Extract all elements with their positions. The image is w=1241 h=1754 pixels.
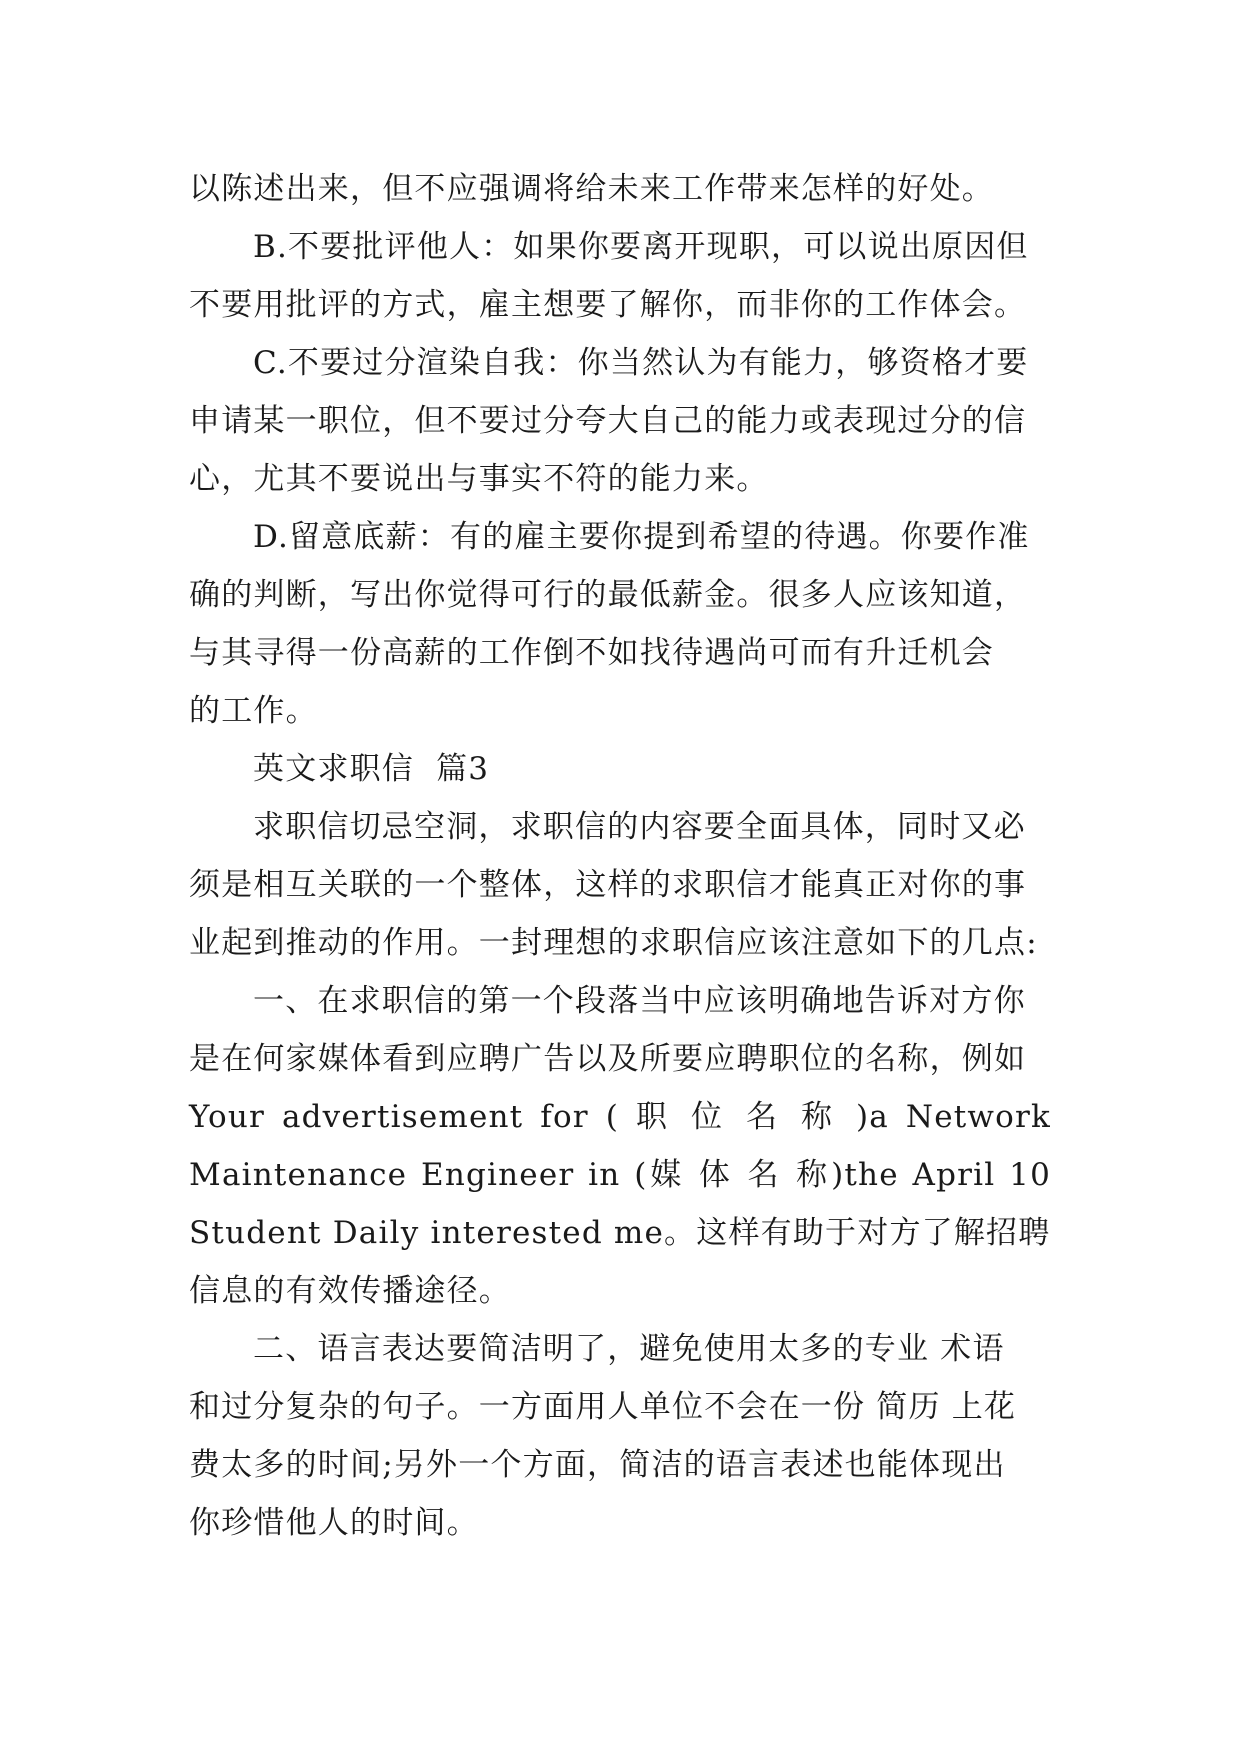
text-line: 须是相互关联的一个整体，这样的求职信才能真正对你的事	[189, 867, 1027, 903]
text-line: 不要用批评的方式，雇主想要了解你，而非你的工作体会。	[189, 287, 1027, 323]
section-heading: 英文求职信 篇3	[253, 751, 490, 787]
text-line: 你珍惜他人的时间。	[189, 1505, 479, 1541]
text-line: 求职信切忌空洞，求职信的内容要全面具体，同时又必	[253, 809, 1026, 845]
text-line: 信息的有效传播途径。	[189, 1273, 511, 1309]
text-line: Your advertisement for ( 职 位 名 称 )a Network	[189, 1099, 1051, 1135]
text-line: 一、在求职信的第一个段落当中应该明确地告诉对方你	[253, 983, 1026, 1019]
text-line: 费太多的时间;另外一个方面，简洁的语言表述也能体现出	[189, 1447, 1006, 1483]
text-line: 二、语言表达要简洁明了，避免使用太多的专业 术语	[253, 1331, 1005, 1367]
text-line: D.留意底薪：有的雇主要你提到希望的待遇。你要作准	[253, 519, 1030, 555]
text-line: 与其寻得一份高薪的工作倒不如找待遇尚可而有升迁机会	[189, 635, 994, 671]
text-line: Maintenance Engineer in (媒 体 名 称)the April 10	[189, 1157, 1051, 1193]
text-line: 是在何家媒体看到应聘广告以及所要应聘职位的名称，例如	[189, 1041, 1027, 1077]
text-line: 确的判断，写出你觉得可行的最低薪金。很多人应该知道，	[189, 577, 1027, 613]
text-line: 以陈述出来，但不应强调将给未来工作带来怎样的好处。	[189, 171, 994, 207]
text-line: B.不要批评他人：如果你要离开现职，可以说出原因但	[253, 229, 1029, 265]
text-line: Student Daily interested me。这样有助于对方了解招聘	[189, 1215, 1051, 1251]
text-line: 心，尤其不要说出与事实不符的能力来。	[189, 461, 769, 497]
text-line: 的工作。	[189, 693, 318, 729]
text-line: C.不要过分渲染自我：你当然认为有能力，够资格才要	[253, 345, 1029, 381]
text-line: 和过分复杂的句子。一方面用人单位不会在一份 简历 上花	[189, 1389, 1017, 1425]
text-line: 业起到推动的作用。一封理想的求职信应该注意如下的几点:	[189, 925, 1038, 961]
text-line: 申请某一职位，但不要过分夸大自己的能力或表现过分的信	[189, 403, 1027, 439]
